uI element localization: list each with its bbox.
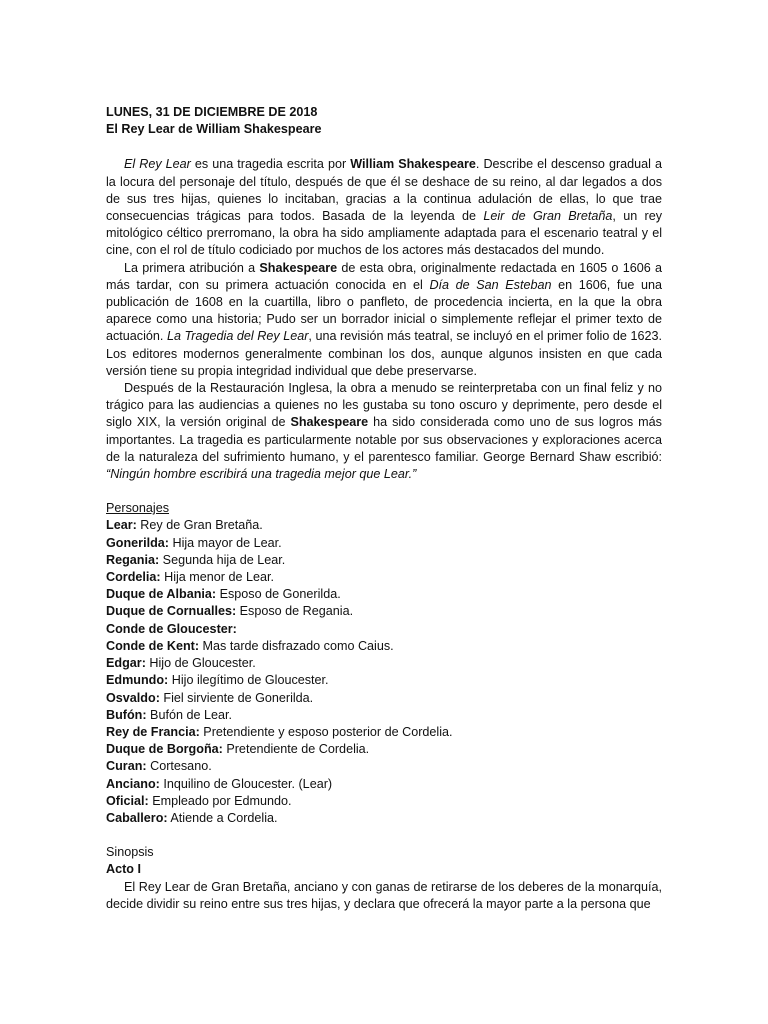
italic-text: La Tragedia del Rey Lear bbox=[166, 329, 309, 344]
characters-heading: Personajes bbox=[106, 501, 170, 516]
character-description: Esposo de Regania. bbox=[236, 604, 354, 619]
character-description: Fiel sirviente de Gonerilda. bbox=[159, 690, 314, 705]
character-name: Lear: bbox=[106, 518, 137, 533]
character-item bbox=[106, 793, 662, 810]
bold-text: Shakespeare bbox=[290, 415, 369, 430]
italic-text: Leir de Gran Bretaña bbox=[483, 209, 613, 224]
character-description: Mas tarde disfrazado como Caius. bbox=[199, 638, 394, 653]
character-description: Cortesano. bbox=[146, 759, 212, 774]
character-name: Bufón: bbox=[106, 707, 147, 722]
italic-text: “Ningún hombre escribirá una tragedia mejor que Lear.” bbox=[106, 467, 417, 482]
page-title: El Rey Lear de William Shakespeare bbox=[106, 122, 322, 137]
text-run: , un rey mitológico céltico prerromano, la obra ha sido ampliamente adaptada para el escenario teatral y el cine, con el rol de título codiciado por muchos de los actores más destacados del mundo. bbox=[106, 209, 663, 258]
characters-list bbox=[106, 517, 662, 827]
character-description: Empleado por Edmundo. bbox=[148, 793, 292, 808]
character-name: Cordelia: bbox=[106, 570, 161, 585]
character-description: Segunda hija de Lear. bbox=[159, 552, 286, 567]
character-item bbox=[106, 672, 662, 689]
character-item bbox=[106, 586, 662, 603]
text-run: en 1606, fue una publicación de 1608 en la cuartilla, libro o panfleto, de procedencia incierta, en la que la obra aparece como una historia; Pudo ser un borrador inicial o simplemente reflejar el primer texto de actuación. bbox=[106, 277, 662, 344]
text-run: . Describe el descenso gradual a la locura del personaje del título, después de que él se deshace de su reino, al dar legados a dos de sus tres hijas, quienes lo incitaban, gracias a la continua adulación de ellas, lo que trae consecuencias trágicas para todos. Basada de la leyenda de bbox=[106, 157, 662, 224]
character-item bbox=[106, 810, 662, 827]
character-item bbox=[106, 517, 662, 534]
character-item bbox=[106, 655, 662, 672]
character-description: Rey de Gran Bretaña. bbox=[136, 518, 263, 533]
character-description: Pretendiente y esposo posterior de Cordelia. bbox=[199, 724, 453, 739]
character-name: Rey de Francia: bbox=[106, 724, 200, 739]
character-item bbox=[106, 741, 662, 758]
text-run: Después de la Restauración Inglesa, la obra a menudo se reinterpretaba con un final feliz y no trágico para las audiencias a quienes no les gustaba su tono oscuro y deprimente, pero desde el siglo XIX, la versión original de bbox=[106, 381, 662, 430]
text-run: de esta obra, originalmente redactada en 1605 o 1606 a más tardar, con su primera actuación conocida en el bbox=[106, 260, 662, 292]
paragraph bbox=[106, 156, 662, 259]
character-name: Conde de Gloucester: bbox=[106, 621, 237, 636]
character-description: Atiende a Cordelia. bbox=[167, 810, 278, 825]
character-item bbox=[106, 638, 662, 655]
character-item bbox=[106, 776, 662, 793]
character-item bbox=[106, 569, 662, 586]
character-name: Regania: bbox=[106, 552, 160, 567]
character-description: Esposo de Gonerilda. bbox=[216, 587, 341, 602]
character-description: Hija menor de Lear. bbox=[160, 570, 274, 585]
character-name: Oficial: bbox=[106, 793, 149, 808]
italic-text: El Rey Lear bbox=[124, 157, 191, 172]
character-item bbox=[106, 603, 662, 620]
document-page bbox=[106, 104, 662, 913]
character-description: Inquilino de Gloucester. (Lear) bbox=[159, 776, 333, 791]
character-name: Edmundo: bbox=[106, 673, 169, 688]
character-name: Curan: bbox=[106, 759, 147, 774]
text-run: , una revisión más teatral, se incluyó en el primer folio de 1623. Los editores modernos generalmente combinan los dos, aunque algunos insisten en que cada versión tiene su propia integridad individual que debe preservarse. bbox=[106, 329, 662, 378]
italic-text: Día de San Esteban bbox=[429, 277, 552, 292]
character-description: Pretendiente de Cordelia. bbox=[222, 742, 370, 757]
character-description: Hijo de Gloucester. bbox=[145, 656, 256, 671]
text-run: es una tragedia escrita por bbox=[190, 157, 351, 172]
synopsis-heading: Sinopsis bbox=[106, 845, 154, 860]
character-item bbox=[106, 535, 662, 552]
character-name: Gonerilda: bbox=[106, 535, 169, 550]
paragraph bbox=[106, 380, 662, 483]
text-run: ha sido considerada como uno de sus logros más importantes. La tragedia es particularmente notable por sus observaciones y exploraciones acerca de la naturaleza del sufrimiento humano, y el parentesco familiar. George Bernard Shaw escribió: bbox=[106, 415, 662, 464]
character-name: Osvaldo: bbox=[106, 690, 160, 705]
act-heading: Acto I bbox=[106, 862, 141, 877]
bold-text: Shakespeare bbox=[259, 260, 338, 275]
character-description: Bufón de Lear. bbox=[146, 707, 232, 722]
synopsis-paragraph: El Rey Lear de Gran Bretaña, anciano y con ganas de retirarse de los deberes de la monarquía, decide dividir su reino entre sus tres hijas, y declara que ofrecerá la mayor parte a la persona que bbox=[106, 879, 662, 911]
text-run: La primera atribución a bbox=[124, 260, 260, 275]
character-name: Duque de Borgoña: bbox=[106, 742, 223, 757]
character-item bbox=[106, 707, 662, 724]
character-name: Anciano: bbox=[106, 776, 160, 791]
character-description: Hijo ilegítimo de Gloucester. bbox=[168, 673, 329, 688]
character-name: Edgar: bbox=[106, 656, 146, 671]
character-name: Duque de Cornualles: bbox=[106, 604, 237, 619]
character-item bbox=[106, 758, 662, 775]
character-item bbox=[106, 690, 662, 707]
character-item bbox=[106, 552, 662, 569]
character-name: Duque de Albania: bbox=[106, 587, 217, 602]
paragraph bbox=[106, 260, 662, 380]
character-description: Hija mayor de Lear. bbox=[168, 535, 282, 550]
bold-text: William Shakespeare bbox=[350, 157, 476, 172]
character-item bbox=[106, 621, 662, 638]
post-date: LUNES, 31 DE DICIEMBRE DE 2018 bbox=[106, 105, 318, 119]
character-item bbox=[106, 724, 662, 741]
character-name: Conde de Kent: bbox=[106, 638, 200, 653]
character-name: Caballero: bbox=[106, 810, 168, 825]
